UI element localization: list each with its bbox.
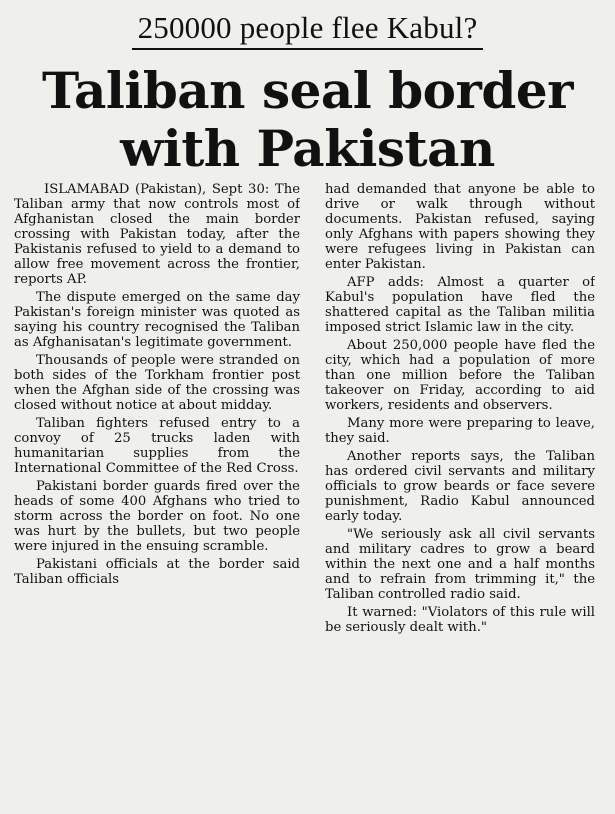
paragraph: The dispute emerged on the same day Pakistan's foreign minister was quoted as saying his country recognised the Taliban as Afghanisatan's legitimate government. [14, 290, 300, 350]
paragraph: had demanded that anyone be able to drive or walk through without documents. Pakistan refused, saying only Afghans with papers showing they were refugees living in Pakistan can enter Pakistan. [325, 182, 595, 272]
paragraph: Taliban fighters refused entry to a convoy of 25 trucks laden with humanitarian supplies from the International Committee of the Red Cross. [14, 416, 300, 476]
paragraph: "We seriously ask all civil servants and military cadres to grow a beard within the next one and a half months and to refrain from trimming it," the Taliban controlled radio said. [325, 527, 595, 602]
headline-line-1: Taliban seal border [42, 61, 573, 120]
paragraph: About 250,000 people have fled the city, which had a population of more than one million before the Taliban takeover on Friday, according to aid workers, residents and observers. [325, 338, 595, 413]
paragraph: Thousands of people were stranded on both sides of the Torkham frontier post when the Afghan side of the crossing was closed without notice at about midday. [14, 353, 300, 413]
main-headline [12, 62, 603, 178]
paragraph: Many more were preparing to leave, they said. [325, 416, 595, 446]
headline-line-2: with Pakistan [120, 119, 495, 178]
article-body [14, 182, 595, 814]
paragraph: Pakistani border guards fired over the heads of some 400 Afghans who tried to storm across the border on foot. No one was hurt by the bullets, but two people were injured in the ensuing scramble. [14, 479, 300, 554]
paragraph: Another reports says, the Taliban has ordered civil servants and military officials to grow beards or face severe punishment, Radio Kabul announced early today. [325, 449, 595, 524]
left-column [14, 182, 300, 814]
paragraph: It warned: "Violators of this rule will be seriously dealt with." [325, 605, 595, 635]
kicker-row [12, 8, 603, 56]
paragraph: ISLAMABAD (Pakistan), Sept 30: The Taliban army that now controls most of Afghanistan closed the main border crossing with Pakistan today, after the Pakistanis refused to yield to a demand to allow free movement across the frontier, reports AP. [14, 182, 300, 287]
paragraph: Pakistani officials at the border said Taliban officials [14, 557, 300, 587]
paragraph: AFP adds: Almost a quarter of Kabul's population have fled the shattered capital as the Taliban militia imposed strict Islamic law in the city. [325, 275, 595, 335]
kicker-headline: 250000 people flee Kabul? [132, 8, 484, 50]
right-column [325, 182, 595, 814]
